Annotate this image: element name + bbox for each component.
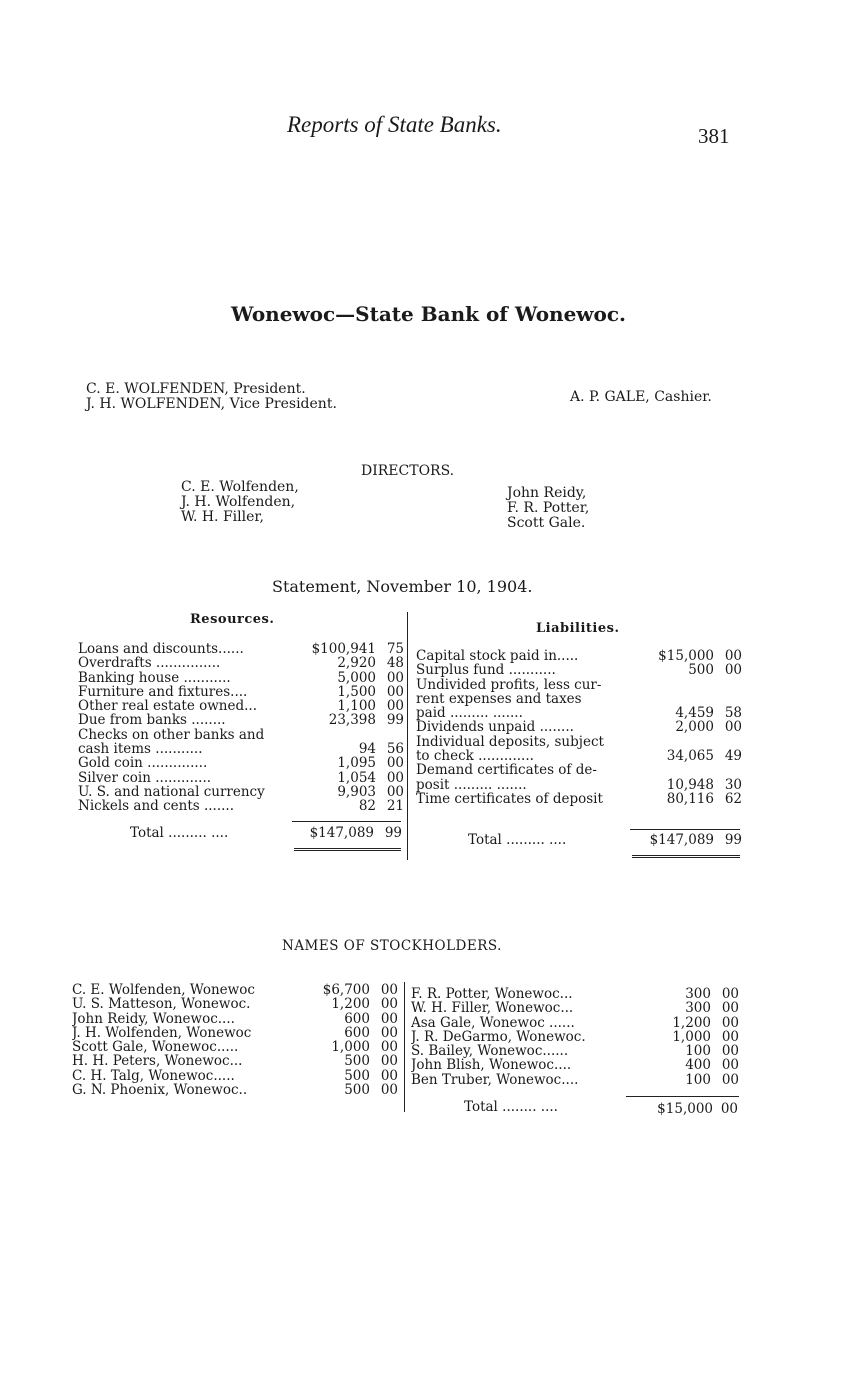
stockholders-divider — [404, 982, 405, 1112]
row-dollars — [639, 763, 714, 777]
row-label: Surplus fund ........... — [416, 663, 556, 678]
resources-total-cents: 99 — [384, 825, 402, 841]
table-row — [78, 685, 404, 699]
row-cents: 56 — [386, 741, 404, 758]
row-dollars: 600 — [344, 1024, 370, 1041]
stockholders-right-table — [411, 987, 739, 1087]
row-cents: 00 — [721, 1028, 739, 1045]
director-name: John Reidy, — [507, 485, 587, 501]
row-cents: 00 — [721, 1043, 739, 1060]
stockholder-name: G. N. Phoenix, Wonewoc.. — [72, 1083, 248, 1098]
table-row — [416, 763, 742, 777]
row-cents — [714, 692, 742, 706]
row-dollars: 500 — [344, 1067, 370, 1084]
row-cents — [714, 735, 742, 749]
row-label: cash items ........... — [78, 742, 203, 757]
row-dollars: 100 — [685, 1043, 711, 1060]
row-cents: 48 — [386, 655, 404, 672]
row-dollars: 2,920 — [337, 655, 376, 672]
stockholder-row — [72, 1083, 398, 1097]
row-dollars: 1,100 — [337, 698, 376, 715]
stockholder-name: J. H. Wolfenden, Wonewoc — [72, 1025, 252, 1041]
row-cents: 75 — [386, 641, 404, 657]
directors-heading: DIRECTORS. — [361, 463, 455, 479]
director-name: J. H. Wolfenden, — [181, 494, 296, 510]
stockholder-name: J. R. DeGarmo, Wonewoc. — [411, 1029, 586, 1045]
officer-president: C. E. WOLFENDEN, President. — [86, 381, 306, 397]
row-label: posit ......... ....... — [416, 777, 527, 792]
row-label: Banking house ........... — [78, 670, 231, 685]
row-dollars — [639, 678, 714, 692]
resources-heading: Resources. — [190, 612, 275, 627]
resources-double-rule — [294, 848, 401, 851]
row-cents: 00 — [380, 1082, 398, 1099]
row-cents: 21 — [386, 798, 404, 815]
table-row — [78, 728, 404, 742]
row-label: Furniture and fixtures.... — [78, 684, 248, 700]
resources-total-label: Total ......... .... — [130, 825, 229, 841]
row-dollars — [301, 728, 376, 742]
liabilities-total-cents: 99 — [724, 832, 742, 848]
table-row — [416, 778, 742, 792]
table-row — [416, 706, 742, 720]
row-label: Undivided profits, less cur- — [416, 677, 602, 692]
row-label: Time certificates of deposit — [416, 791, 603, 807]
row-cents: 62 — [724, 790, 742, 807]
liabilities-total-rule — [630, 829, 740, 830]
row-label: Due from banks ........ — [78, 713, 226, 728]
table-row — [78, 756, 404, 770]
table-row — [78, 742, 404, 756]
bank-title: Wonewoc—State Bank of Wonewoc. — [231, 302, 626, 326]
director-name: C. E. Wolfenden, — [181, 479, 299, 495]
table-row — [416, 792, 742, 806]
row-dollars: 400 — [685, 1057, 711, 1074]
officer-cashier: A. P. GALE, Cashier. — [570, 389, 712, 405]
row-label: Demand certificates of de- — [416, 763, 597, 778]
resources-total-rule — [292, 821, 401, 822]
row-cents: 00 — [386, 669, 404, 686]
row-dollars: 500 — [344, 1053, 370, 1070]
table-row — [78, 699, 404, 713]
row-dollars: 300 — [685, 1000, 711, 1017]
stockholder-name: Asa Gale, Wonewoc ...... — [411, 1015, 575, 1030]
liabilities-total-dollars: $147,089 — [649, 832, 714, 848]
stockholders-total-dollars: $15,000 — [657, 1101, 713, 1117]
stockholder-name: Scott Gale, Wonewoc..... — [72, 1040, 239, 1055]
stockholder-row — [72, 997, 398, 1011]
table-row — [416, 735, 742, 749]
officer-vice-president: J. H. WOLFENDEN, Vice President. — [86, 396, 337, 412]
table-row — [78, 642, 404, 656]
stockholder-row — [411, 1001, 739, 1015]
row-label: U. S. and national currency — [78, 784, 265, 800]
resources-table — [78, 642, 404, 814]
row-cents: 00 — [380, 1067, 398, 1084]
stockholder-row — [72, 1026, 398, 1040]
row-dollars — [639, 735, 714, 749]
stockholder-name: H. H. Peters, Wonewoc... — [72, 1054, 243, 1069]
row-dollars: $100,941 — [311, 641, 376, 657]
row-label: Checks on other banks and — [78, 727, 265, 743]
stockholder-name: W. H. Filler, Wonewoc... — [411, 1001, 574, 1016]
table-row — [416, 720, 742, 734]
stockholders-heading: NAMES OF STOCKHOLDERS. — [282, 938, 502, 954]
stockholder-name: S. Bailey, Wonewoc...... — [411, 1044, 569, 1059]
stockholder-name: C. E. Wolfenden, Wonewoc — [72, 983, 255, 998]
row-cents: 49 — [724, 748, 742, 765]
table-row — [416, 678, 742, 692]
row-cents — [714, 678, 742, 692]
table-row — [416, 663, 742, 677]
row-dollars: 1,200 — [331, 996, 370, 1013]
row-dollars: 34,065 — [666, 748, 714, 765]
row-cents: 00 — [721, 986, 739, 1002]
stockholder-row — [411, 1030, 739, 1044]
row-label: Nickels and cents ....... — [78, 799, 235, 814]
row-label: Silver coin ............. — [78, 770, 212, 785]
row-label: Dividends unpaid ........ — [416, 720, 574, 735]
statement-title: Statement, November 10, 1904. — [272, 577, 533, 596]
row-cents: 00 — [386, 783, 404, 800]
row-cents: 00 — [724, 719, 742, 736]
row-dollars: $6,700 — [322, 982, 370, 998]
stockholder-name: C. H. Talg, Wonewoc..... — [72, 1068, 235, 1084]
stockholder-name: U. S. Matteson, Wonewoc. — [72, 997, 251, 1012]
stockholder-row — [72, 1040, 398, 1054]
row-cents: 58 — [724, 705, 742, 722]
stockholder-row — [411, 1058, 739, 1072]
table-row — [78, 771, 404, 785]
stockholder-row — [72, 1012, 398, 1026]
row-dollars: 82 — [358, 798, 376, 815]
stockholder-name: John Reidy, Wonewoc.... — [72, 1011, 235, 1026]
stockholder-row — [411, 987, 739, 1001]
row-dollars: 94 — [358, 741, 376, 758]
stockholders-total-cents: 00 — [720, 1101, 738, 1117]
row-label: paid ......... ....... — [416, 706, 523, 721]
row-dollars: 23,398 — [328, 712, 376, 729]
row-dollars: 300 — [685, 986, 711, 1002]
liabilities-double-rule — [632, 855, 740, 858]
table-row — [416, 692, 742, 706]
stockholder-row — [411, 1044, 739, 1058]
table-row — [416, 649, 742, 663]
liabilities-heading: Liabilities. — [536, 621, 620, 636]
row-cents: 99 — [386, 712, 404, 729]
row-dollars: 100 — [685, 1071, 711, 1088]
row-cents: 00 — [386, 755, 404, 772]
stockholders-total-rule — [626, 1096, 739, 1097]
row-dollars: 5,000 — [337, 669, 376, 686]
row-dollars: 80,116 — [666, 790, 714, 807]
director-name: Scott Gale. — [507, 515, 586, 531]
row-cents: 30 — [724, 776, 742, 793]
table-row — [416, 749, 742, 763]
row-cents: 00 — [380, 982, 398, 998]
stockholder-name: John Blish, Wonewoc.... — [411, 1058, 572, 1073]
row-dollars: 1,000 — [331, 1039, 370, 1056]
row-cents: 00 — [724, 662, 742, 679]
stockholder-row — [72, 1054, 398, 1068]
row-label: Other real estate owned... — [78, 699, 258, 714]
row-label: Gold coin .............. — [78, 756, 208, 771]
director-name: W. H. Filler, — [181, 509, 264, 525]
resources-total-dollars: $147,089 — [309, 825, 374, 841]
director-name: F. R. Potter, — [507, 500, 590, 516]
stockholder-row — [411, 1016, 739, 1030]
row-dollars: 1,000 — [672, 1028, 711, 1045]
row-label: to check ............. — [416, 749, 534, 764]
row-cents: 00 — [721, 1071, 739, 1088]
row-dollars: 1,095 — [337, 755, 376, 772]
row-cents: 00 — [380, 1010, 398, 1027]
directors-right-list — [507, 486, 589, 531]
table-row — [78, 671, 404, 685]
directors-left-list — [181, 480, 299, 525]
stockholder-row — [72, 1069, 398, 1083]
row-cents: 00 — [721, 1057, 739, 1074]
running-header-title: Reports of State Banks. — [287, 112, 502, 137]
table-row — [78, 713, 404, 727]
page-number: 381 — [698, 124, 730, 148]
row-label: Capital stock paid in..... — [416, 649, 579, 664]
row-cents — [376, 728, 404, 742]
row-dollars: 500 — [688, 662, 714, 679]
table-row — [78, 799, 404, 813]
stockholder-name: F. R. Potter, Wonewoc... — [411, 987, 573, 1002]
row-label: rent expenses and taxes — [416, 691, 582, 707]
row-dollars — [639, 692, 714, 706]
row-cents — [714, 763, 742, 777]
row-label: Loans and discounts...... — [78, 642, 244, 657]
statement-divider — [407, 612, 408, 860]
stockholder-row — [411, 1073, 739, 1087]
liabilities-total-label: Total ......... .... — [468, 832, 567, 848]
row-label: Individual deposits, subject — [416, 734, 604, 750]
row-dollars: 4,459 — [675, 705, 714, 722]
row-cents: 00 — [380, 1053, 398, 1070]
table-row — [78, 785, 404, 799]
row-cents: 00 — [386, 683, 404, 700]
row-dollars: 1,054 — [337, 769, 376, 786]
table-row — [78, 656, 404, 670]
row-cents: 00 — [380, 1039, 398, 1056]
row-dollars: 1,500 — [337, 683, 376, 700]
row-cents: 00 — [386, 698, 404, 715]
row-cents: 00 — [380, 996, 398, 1013]
row-dollars: $15,000 — [658, 648, 714, 664]
row-dollars: 500 — [344, 1082, 370, 1099]
row-cents: 00 — [721, 1014, 739, 1031]
stockholders-left-table — [72, 983, 398, 1097]
row-label: Overdrafts ............... — [78, 656, 221, 671]
stockholder-name: Ben Truber, Wonewoc.... — [411, 1072, 579, 1088]
row-cents: 00 — [380, 1024, 398, 1041]
liabilities-table — [416, 649, 742, 806]
row-dollars: 9,903 — [337, 783, 376, 800]
row-cents: 00 — [724, 648, 742, 664]
row-dollars: 1,200 — [672, 1014, 711, 1031]
row-dollars: 10,948 — [666, 776, 714, 793]
row-dollars: 600 — [344, 1010, 370, 1027]
stockholder-row — [72, 983, 398, 997]
row-cents: 00 — [386, 769, 404, 786]
stockholders-total-label: Total ........ .... — [464, 1099, 558, 1115]
row-cents: 00 — [721, 1000, 739, 1017]
row-dollars: 2,000 — [675, 719, 714, 736]
